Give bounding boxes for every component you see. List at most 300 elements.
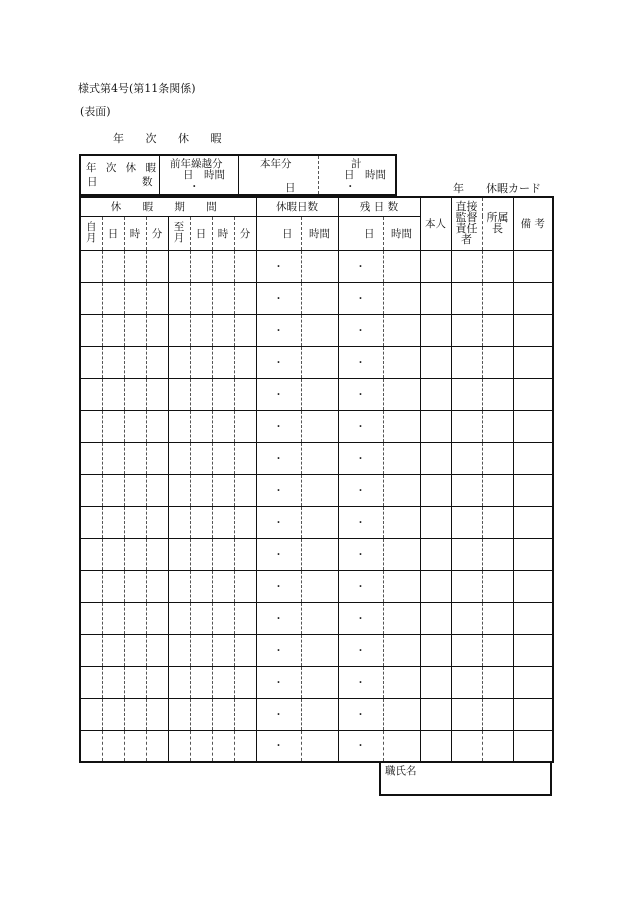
table-cell[interactable] [383, 634, 420, 666]
table-cell[interactable] [420, 634, 451, 666]
table-cell[interactable] [102, 378, 124, 410]
table-cell[interactable] [256, 698, 301, 730]
table-cell[interactable] [256, 282, 301, 314]
table-cell[interactable] [234, 474, 256, 506]
table-cell[interactable] [146, 634, 168, 666]
table-cell[interactable] [301, 282, 338, 314]
table-cell[interactable] [168, 666, 190, 698]
table-cell[interactable] [80, 474, 102, 506]
table-cell[interactable] [256, 666, 301, 698]
table-row [80, 346, 553, 378]
table-cell[interactable] [451, 410, 482, 442]
table-cell[interactable] [482, 346, 513, 378]
table-cell[interactable] [451, 378, 482, 410]
table-cell[interactable] [338, 634, 383, 666]
decimal-dot: ・ [355, 548, 366, 561]
table-cell[interactable] [383, 314, 420, 346]
decimal-dot: ・ [273, 516, 284, 529]
table-cell[interactable] [513, 506, 553, 538]
table-cell[interactable] [383, 602, 420, 634]
table-cell[interactable] [383, 570, 420, 602]
table-cell[interactable] [338, 698, 383, 730]
table-row [80, 666, 553, 698]
decimal-dot: ・ [273, 644, 284, 657]
table-cell[interactable] [146, 250, 168, 282]
table-cell[interactable] [190, 634, 212, 666]
signature-box[interactable] [379, 762, 552, 796]
table-cell[interactable] [80, 538, 102, 570]
table-cell[interactable] [383, 730, 420, 762]
decimal-dot: ・ [273, 548, 284, 561]
table-cell[interactable] [146, 314, 168, 346]
table-cell[interactable] [383, 474, 420, 506]
table-cell[interactable] [482, 570, 513, 602]
table-cell[interactable] [146, 506, 168, 538]
table-cell[interactable] [482, 730, 513, 762]
table-cell[interactable] [124, 250, 146, 282]
table-cell[interactable] [146, 474, 168, 506]
table-cell[interactable] [301, 378, 338, 410]
table-cell[interactable] [234, 698, 256, 730]
table-cell[interactable] [451, 570, 482, 602]
table-cell[interactable] [234, 314, 256, 346]
summary-label-day: 日 [87, 176, 98, 188]
table-cell[interactable] [212, 506, 234, 538]
table-cell[interactable] [190, 730, 212, 762]
table-cell[interactable] [420, 442, 451, 474]
decimal-dot: ・ [273, 420, 284, 433]
decimal-dot: ・ [273, 612, 284, 625]
table-cell[interactable] [124, 570, 146, 602]
table-cell[interactable] [513, 666, 553, 698]
table-cell[interactable] [451, 538, 482, 570]
table-cell[interactable] [168, 730, 190, 762]
table-cell[interactable] [102, 314, 124, 346]
table-cell[interactable] [190, 538, 212, 570]
table-cell[interactable] [212, 442, 234, 474]
decimal-dot: ・ [273, 292, 284, 305]
table-cell[interactable] [301, 698, 338, 730]
table-row [80, 730, 553, 762]
table-cell[interactable] [301, 474, 338, 506]
form-number-text: 様式第4号 [78, 82, 129, 95]
table-cell[interactable] [102, 282, 124, 314]
current-year-cell [238, 156, 319, 194]
table-cell[interactable] [102, 730, 124, 762]
decimal-dot: ・ [355, 612, 366, 625]
remaining-header: 残 日 数 [338, 197, 420, 216]
table-cell[interactable] [256, 410, 301, 442]
table-cell[interactable] [513, 538, 553, 570]
table-cell[interactable] [482, 474, 513, 506]
table-cell[interactable] [102, 506, 124, 538]
table-cell[interactable] [212, 346, 234, 378]
table-cell[interactable] [124, 314, 146, 346]
table-cell[interactable] [451, 602, 482, 634]
table-cell[interactable] [451, 282, 482, 314]
table-cell[interactable] [301, 250, 338, 282]
table-cell[interactable] [420, 282, 451, 314]
table-cell[interactable] [190, 250, 212, 282]
from-month-text: 自月 [86, 221, 97, 244]
table-cell[interactable] [420, 250, 451, 282]
table-cell[interactable] [256, 538, 301, 570]
table-cell[interactable] [420, 506, 451, 538]
table-cell[interactable] [451, 634, 482, 666]
table-cell[interactable] [146, 698, 168, 730]
table-cell[interactable] [451, 506, 482, 538]
table-cell[interactable] [190, 346, 212, 378]
table-cell[interactable] [383, 346, 420, 378]
table-cell[interactable] [168, 346, 190, 378]
table-cell[interactable] [513, 346, 553, 378]
table-cell[interactable] [168, 698, 190, 730]
table-cell[interactable] [190, 474, 212, 506]
table-cell[interactable] [190, 506, 212, 538]
table-cell[interactable] [146, 346, 168, 378]
table-cell[interactable] [212, 378, 234, 410]
table-cell[interactable] [482, 698, 513, 730]
table-cell[interactable] [168, 250, 190, 282]
table-cell[interactable] [190, 410, 212, 442]
table-cell[interactable] [168, 474, 190, 506]
decimal-dot: ・ [355, 292, 366, 305]
total-title: 計 [351, 158, 362, 170]
table-cell[interactable] [256, 250, 301, 282]
from-day-header: 日 [102, 216, 124, 250]
table-cell[interactable] [212, 314, 234, 346]
table-cell[interactable] [451, 346, 482, 378]
table-cell[interactable] [168, 314, 190, 346]
table-cell[interactable] [102, 634, 124, 666]
table-cell[interactable] [234, 346, 256, 378]
decimal-dot: ・ [273, 708, 284, 721]
table-cell[interactable] [383, 538, 420, 570]
table-cell[interactable] [420, 666, 451, 698]
card-label: 年 休暇カード [453, 182, 541, 195]
table-cell[interactable] [338, 602, 383, 634]
table-cell[interactable] [212, 666, 234, 698]
table-cell[interactable] [482, 442, 513, 474]
table-cell[interactable] [256, 570, 301, 602]
table-cell[interactable] [168, 282, 190, 314]
table-cell[interactable] [256, 378, 301, 410]
table-cell[interactable] [513, 698, 553, 730]
table-cell[interactable] [190, 666, 212, 698]
table-cell[interactable] [301, 538, 338, 570]
table-cell[interactable] [338, 346, 383, 378]
table-cell[interactable] [513, 474, 553, 506]
table-cell[interactable] [338, 506, 383, 538]
table-cell[interactable] [513, 410, 553, 442]
table-cell[interactable] [420, 346, 451, 378]
table-cell[interactable] [124, 410, 146, 442]
table-cell[interactable] [234, 538, 256, 570]
table-cell[interactable] [234, 730, 256, 762]
table-cell[interactable] [146, 538, 168, 570]
table-cell[interactable] [420, 378, 451, 410]
current-year-unit: 日 [285, 182, 296, 194]
table-cell[interactable] [102, 602, 124, 634]
table-cell[interactable] [420, 314, 451, 346]
table-cell[interactable] [513, 378, 553, 410]
table-cell[interactable] [338, 410, 383, 442]
table-cell[interactable] [301, 346, 338, 378]
table-cell[interactable] [383, 282, 420, 314]
table-cell[interactable] [234, 666, 256, 698]
table-cell[interactable] [168, 442, 190, 474]
table-cell[interactable] [234, 442, 256, 474]
table-cell[interactable] [513, 282, 553, 314]
table-cell[interactable] [80, 410, 102, 442]
table-cell[interactable] [80, 346, 102, 378]
table-cell[interactable] [146, 410, 168, 442]
table-cell[interactable] [234, 410, 256, 442]
table-cell[interactable] [124, 506, 146, 538]
table-cell[interactable] [420, 602, 451, 634]
table-cell[interactable] [301, 410, 338, 442]
table-cell[interactable] [80, 602, 102, 634]
table-cell[interactable] [80, 282, 102, 314]
table-row [80, 698, 553, 730]
table-cell[interactable] [190, 378, 212, 410]
table-cell[interactable] [124, 666, 146, 698]
table-cell[interactable] [124, 634, 146, 666]
table-cell[interactable] [80, 506, 102, 538]
table-cell[interactable] [168, 378, 190, 410]
table-cell[interactable] [124, 378, 146, 410]
table-cell[interactable] [383, 250, 420, 282]
table-cell[interactable] [301, 730, 338, 762]
table-cell[interactable] [190, 282, 212, 314]
table-cell[interactable] [482, 250, 513, 282]
table-cell[interactable] [212, 634, 234, 666]
table-cell[interactable] [124, 442, 146, 474]
table-cell[interactable] [301, 602, 338, 634]
total-cell [318, 156, 395, 194]
table-cell[interactable] [301, 442, 338, 474]
table-cell[interactable] [256, 346, 301, 378]
table-cell[interactable] [80, 378, 102, 410]
table-cell[interactable] [102, 570, 124, 602]
table-cell[interactable] [451, 698, 482, 730]
table-cell[interactable] [212, 602, 234, 634]
table-cell[interactable] [212, 538, 234, 570]
table-cell[interactable] [212, 570, 234, 602]
table-cell[interactable] [146, 442, 168, 474]
table-cell[interactable] [146, 570, 168, 602]
table-cell[interactable] [338, 474, 383, 506]
table-cell[interactable] [190, 570, 212, 602]
table-cell[interactable] [124, 602, 146, 634]
table-cell[interactable] [482, 506, 513, 538]
table-cell[interactable] [80, 698, 102, 730]
table-cell[interactable] [102, 346, 124, 378]
table-cell[interactable] [383, 506, 420, 538]
table-cell[interactable] [420, 570, 451, 602]
table-cell[interactable] [102, 474, 124, 506]
form-number [78, 83, 196, 94]
table-cell[interactable] [212, 250, 234, 282]
table-cell[interactable] [102, 538, 124, 570]
table-row [80, 634, 553, 666]
article-reference: (第11条関係) [129, 82, 196, 95]
table-cell[interactable] [383, 442, 420, 474]
form-title: 年 次 休 暇 [113, 132, 231, 145]
table-cell[interactable] [212, 698, 234, 730]
remaining-unit-day: 日 [338, 216, 383, 250]
table-cell[interactable] [234, 602, 256, 634]
table-cell[interactable] [168, 538, 190, 570]
table-cell[interactable] [383, 410, 420, 442]
table-cell[interactable] [146, 378, 168, 410]
table-cell[interactable] [338, 730, 383, 762]
table-row [80, 474, 553, 506]
table-cell[interactable] [338, 378, 383, 410]
table-cell[interactable] [212, 282, 234, 314]
table-cell[interactable] [146, 282, 168, 314]
table-cell[interactable] [124, 538, 146, 570]
summary-label-count: 数 [142, 176, 153, 188]
decimal-dot: ・ [355, 420, 366, 433]
table-cell[interactable] [513, 314, 553, 346]
table-cell[interactable] [190, 314, 212, 346]
director-header [482, 197, 513, 250]
table-cell[interactable] [420, 730, 451, 762]
table-cell[interactable] [124, 346, 146, 378]
table-cell[interactable] [256, 634, 301, 666]
table-cell[interactable] [256, 314, 301, 346]
table-cell[interactable] [482, 314, 513, 346]
table-cell[interactable] [168, 410, 190, 442]
table-cell[interactable] [482, 378, 513, 410]
table-cell[interactable] [234, 378, 256, 410]
decimal-dot: ・ [273, 260, 284, 273]
table-cell[interactable] [190, 442, 212, 474]
table-cell[interactable] [451, 314, 482, 346]
table-cell[interactable] [451, 250, 482, 282]
table-cell[interactable] [190, 602, 212, 634]
table-cell[interactable] [234, 250, 256, 282]
table-cell[interactable] [124, 730, 146, 762]
table-cell[interactable] [124, 282, 146, 314]
remarks-header: 備 考 [513, 197, 553, 250]
table-cell[interactable] [146, 602, 168, 634]
table-cell[interactable] [482, 634, 513, 666]
to-hour-header: 時 [212, 216, 234, 250]
table-cell[interactable] [338, 250, 383, 282]
decimal-dot: ・ [273, 484, 284, 497]
table-cell[interactable] [482, 410, 513, 442]
table-cell[interactable] [234, 506, 256, 538]
table-cell[interactable] [513, 570, 553, 602]
table-cell[interactable] [80, 570, 102, 602]
summary-label-top: 年 次 休 暇 [86, 162, 160, 174]
table-cell[interactable] [338, 282, 383, 314]
table-cell[interactable] [383, 666, 420, 698]
table-cell[interactable] [80, 634, 102, 666]
table-cell[interactable] [301, 634, 338, 666]
table-cell[interactable] [146, 666, 168, 698]
table-cell[interactable] [420, 698, 451, 730]
table-cell[interactable] [212, 410, 234, 442]
table-cell[interactable] [80, 250, 102, 282]
table-cell[interactable] [80, 442, 102, 474]
table-cell[interactable] [301, 314, 338, 346]
table-cell[interactable] [102, 666, 124, 698]
table-cell[interactable] [212, 730, 234, 762]
table-cell[interactable] [80, 314, 102, 346]
table-cell[interactable] [124, 474, 146, 506]
table-cell[interactable] [234, 570, 256, 602]
table-cell[interactable] [513, 634, 553, 666]
table-cell[interactable] [513, 730, 553, 762]
table-cell[interactable] [102, 410, 124, 442]
table-cell[interactable] [256, 474, 301, 506]
table-cell[interactable] [482, 666, 513, 698]
table-cell[interactable] [256, 506, 301, 538]
table-cell[interactable] [168, 602, 190, 634]
carryover-title: 前年繰越分 [170, 158, 223, 170]
table-cell[interactable] [482, 602, 513, 634]
table-cell[interactable] [168, 634, 190, 666]
table-cell[interactable] [80, 730, 102, 762]
table-cell[interactable] [301, 506, 338, 538]
table-cell[interactable] [256, 602, 301, 634]
summary-label-cell [81, 156, 160, 194]
table-cell[interactable] [256, 442, 301, 474]
table-cell[interactable] [482, 538, 513, 570]
table-cell[interactable] [338, 314, 383, 346]
table-cell[interactable] [451, 474, 482, 506]
current-year-title: 本年分 [260, 158, 292, 170]
table-cell[interactable] [102, 442, 124, 474]
table-cell[interactable] [420, 410, 451, 442]
table-cell[interactable] [80, 666, 102, 698]
table-cell[interactable] [234, 282, 256, 314]
table-cell[interactable] [124, 698, 146, 730]
table-cell[interactable] [256, 730, 301, 762]
table-cell[interactable] [383, 698, 420, 730]
table-cell[interactable] [513, 250, 553, 282]
table-cell[interactable] [301, 666, 338, 698]
table-cell[interactable] [190, 698, 212, 730]
table-cell[interactable] [451, 730, 482, 762]
table-cell[interactable] [338, 666, 383, 698]
table-cell[interactable] [338, 570, 383, 602]
table-cell[interactable] [383, 378, 420, 410]
table-cell[interactable] [102, 250, 124, 282]
table-cell[interactable] [451, 442, 482, 474]
table-cell[interactable] [102, 698, 124, 730]
decimal-dot: ・ [273, 356, 284, 369]
table-cell[interactable] [301, 570, 338, 602]
table-cell[interactable] [513, 442, 553, 474]
table-cell[interactable] [234, 634, 256, 666]
table-cell[interactable] [482, 282, 513, 314]
table-cell[interactable] [338, 442, 383, 474]
table-cell[interactable] [146, 730, 168, 762]
table-cell[interactable] [212, 474, 234, 506]
table-row [80, 442, 553, 474]
table-cell[interactable] [420, 538, 451, 570]
table-cell[interactable] [338, 538, 383, 570]
table-cell[interactable] [168, 506, 190, 538]
table-cell[interactable] [420, 474, 451, 506]
table-cell[interactable] [513, 602, 553, 634]
table-cell[interactable] [168, 570, 190, 602]
table-cell[interactable] [451, 666, 482, 698]
